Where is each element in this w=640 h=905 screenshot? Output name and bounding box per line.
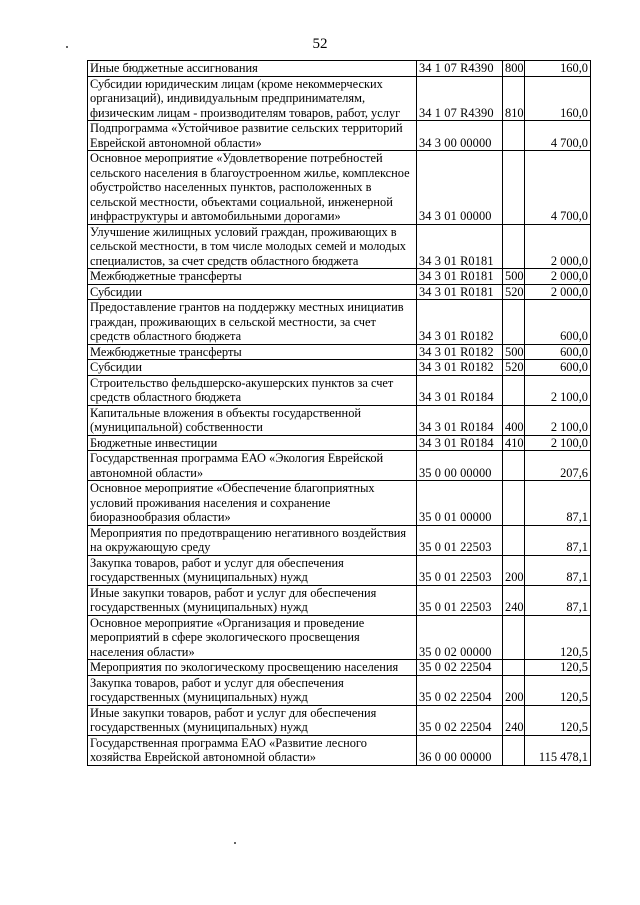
row-sum-cell: 2 100,0 bbox=[525, 375, 591, 405]
row-sum-cell: 120,5 bbox=[525, 615, 591, 660]
row-vr-cell bbox=[503, 375, 525, 405]
budget-table bbox=[87, 60, 591, 766]
table-row bbox=[88, 360, 591, 376]
row-vr-cell bbox=[503, 735, 525, 765]
row-sum-cell: 115 478,1 bbox=[525, 735, 591, 765]
row-code-cell: 34 1 07 R4390 bbox=[417, 76, 503, 121]
scan-speck bbox=[234, 842, 236, 844]
row-name-cell: Иные закупки товаров, работ и услуг для обеспечения государственных (муниципальных) нужд bbox=[88, 585, 417, 615]
table-row bbox=[88, 481, 591, 526]
row-vr-cell: 500 bbox=[503, 269, 525, 285]
row-name-cell: Подпрограмма «Устойчивое развитие сельских территорий Еврейской автономной области» bbox=[88, 121, 417, 151]
row-code-cell: 34 3 01 00000 bbox=[417, 151, 503, 225]
row-sum-cell: 160,0 bbox=[525, 76, 591, 121]
row-sum-cell: 2 000,0 bbox=[525, 284, 591, 300]
row-sum-cell: 2 100,0 bbox=[525, 435, 591, 451]
table-row bbox=[88, 525, 591, 555]
table-row bbox=[88, 76, 591, 121]
row-vr-cell bbox=[503, 121, 525, 151]
row-name-cell: Субсидии bbox=[88, 360, 417, 376]
row-vr-cell: 240 bbox=[503, 585, 525, 615]
row-name-cell: Государственная программа ЕАО «Развитие лесного хозяйства Еврейской автономной области» bbox=[88, 735, 417, 765]
row-name-cell: Иные закупки товаров, работ и услуг для обеспечения государственных (муниципальных) нужд bbox=[88, 705, 417, 735]
table-row bbox=[88, 675, 591, 705]
row-name-cell: Закупка товаров, работ и услуг для обеспечения государственных (муниципальных) нужд bbox=[88, 675, 417, 705]
row-code-cell: 35 0 01 22503 bbox=[417, 525, 503, 555]
row-sum-cell: 2 100,0 bbox=[525, 405, 591, 435]
row-name-cell: Межбюджетные трансферты bbox=[88, 269, 417, 285]
row-code-cell: 35 0 02 00000 bbox=[417, 615, 503, 660]
row-vr-cell bbox=[503, 615, 525, 660]
row-vr-cell: 240 bbox=[503, 705, 525, 735]
row-sum-cell: 207,6 bbox=[525, 451, 591, 481]
row-sum-cell: 600,0 bbox=[525, 344, 591, 360]
row-sum-cell: 600,0 bbox=[525, 300, 591, 345]
table-row bbox=[88, 269, 591, 285]
row-vr-cell: 520 bbox=[503, 360, 525, 376]
table-row bbox=[88, 375, 591, 405]
row-sum-cell: 120,5 bbox=[525, 660, 591, 676]
row-code-cell: 34 3 01 R0184 bbox=[417, 375, 503, 405]
page-number: 52 bbox=[312, 36, 328, 52]
table-row bbox=[88, 284, 591, 300]
table-row bbox=[88, 555, 591, 585]
row-vr-cell bbox=[503, 481, 525, 526]
row-code-cell: 34 1 07 R4390 bbox=[417, 61, 503, 77]
table-row bbox=[88, 705, 591, 735]
row-code-cell: 34 3 01 R0182 bbox=[417, 360, 503, 376]
row-vr-cell bbox=[503, 525, 525, 555]
row-code-cell: 35 0 02 22504 bbox=[417, 705, 503, 735]
row-sum-cell: 120,5 bbox=[525, 675, 591, 705]
row-name-cell: Мероприятия по предотвращению негативного воздействия на окружающую среду bbox=[88, 525, 417, 555]
row-sum-cell: 87,1 bbox=[525, 555, 591, 585]
row-sum-cell: 2 000,0 bbox=[525, 269, 591, 285]
row-name-cell: Мероприятия по экологическому просвещению населения bbox=[88, 660, 417, 676]
row-code-cell: 34 3 01 R0181 bbox=[417, 224, 503, 269]
table-row bbox=[88, 151, 591, 225]
row-vr-cell bbox=[503, 300, 525, 345]
row-vr-cell bbox=[503, 451, 525, 481]
row-name-cell: Государственная программа ЕАО «Экология Еврейской автономной области» bbox=[88, 451, 417, 481]
row-vr-cell bbox=[503, 151, 525, 225]
row-name-cell: Субсидии bbox=[88, 284, 417, 300]
row-vr-cell: 200 bbox=[503, 555, 525, 585]
table-row bbox=[88, 735, 591, 765]
row-vr-cell: 520 bbox=[503, 284, 525, 300]
row-name-cell: Основное мероприятие «Организация и проведение мероприятий в сфере экологического просвещения населения области» bbox=[88, 615, 417, 660]
row-name-cell: Предоставление грантов на поддержку местных инициатив граждан, проживающих в сельской местности, за счет средств областного бюджета bbox=[88, 300, 417, 345]
row-sum-cell: 87,1 bbox=[525, 481, 591, 526]
row-code-cell: 34 3 01 R0181 bbox=[417, 269, 503, 285]
row-vr-cell: 500 bbox=[503, 344, 525, 360]
row-name-cell: Бюджетные инвестиции bbox=[88, 435, 417, 451]
row-code-cell: 35 0 00 00000 bbox=[417, 451, 503, 481]
row-code-cell: 34 3 01 R0182 bbox=[417, 344, 503, 360]
row-sum-cell: 87,1 bbox=[525, 585, 591, 615]
row-name-cell: Капитальные вложения в объекты государственной (муниципальной) собственности bbox=[88, 405, 417, 435]
scan-speck bbox=[66, 46, 68, 48]
table-row bbox=[88, 121, 591, 151]
row-code-cell: 34 3 00 00000 bbox=[417, 121, 503, 151]
row-sum-cell: 160,0 bbox=[525, 61, 591, 77]
row-name-cell: Основное мероприятие «Удовлетворение потребностей сельского населения в благоустроенном жилье, комплексное обустройство населенных пунктов, расположенных в сельской местности, объектами социальной, инженерной инфраструктуры и автомобильными дорогами» bbox=[88, 151, 417, 225]
row-sum-cell: 120,5 bbox=[525, 705, 591, 735]
row-name-cell: Закупка товаров, работ и услуг для обеспечения государственных (муниципальных) нужд bbox=[88, 555, 417, 585]
row-code-cell: 34 3 01 R0182 bbox=[417, 300, 503, 345]
row-code-cell: 34 3 01 R0184 bbox=[417, 405, 503, 435]
row-vr-cell bbox=[503, 660, 525, 676]
row-vr-cell: 810 bbox=[503, 76, 525, 121]
table-row bbox=[88, 300, 591, 345]
row-code-cell: 35 0 01 22503 bbox=[417, 585, 503, 615]
table-row bbox=[88, 660, 591, 676]
row-name-cell: Основное мероприятие «Обеспечение благоприятных условий проживания населения и сохранение биоразнообразия области» bbox=[88, 481, 417, 526]
row-name-cell: Улучшение жилищных условий граждан, проживающих в сельской местности, в том числе молодых семей и молодых специалистов, за счет средств областного бюджета bbox=[88, 224, 417, 269]
row-sum-cell: 4 700,0 bbox=[525, 151, 591, 225]
table-row bbox=[88, 585, 591, 615]
table-row bbox=[88, 405, 591, 435]
table-row bbox=[88, 344, 591, 360]
row-name-cell: Иные бюджетные ассигнования bbox=[88, 61, 417, 77]
row-code-cell: 35 0 02 22504 bbox=[417, 660, 503, 676]
row-sum-cell: 4 700,0 bbox=[525, 121, 591, 151]
row-code-cell: 36 0 00 00000 bbox=[417, 735, 503, 765]
table-row bbox=[88, 451, 591, 481]
row-code-cell: 35 0 01 22503 bbox=[417, 555, 503, 585]
table-row bbox=[88, 224, 591, 269]
budget-table-body bbox=[88, 61, 591, 766]
row-sum-cell: 2 000,0 bbox=[525, 224, 591, 269]
row-name-cell: Субсидии юридическим лицам (кроме некоммерческих организаций), индивидуальным предпринимателям, физическим лицам - производителям товаров, работ, услуг bbox=[88, 76, 417, 121]
row-vr-cell: 200 bbox=[503, 675, 525, 705]
row-vr-cell bbox=[503, 224, 525, 269]
table-row bbox=[88, 435, 591, 451]
row-name-cell: Строительство фельдшерско-акушерских пунктов за счет средств областного бюджета bbox=[88, 375, 417, 405]
row-code-cell: 34 3 01 R0184 bbox=[417, 435, 503, 451]
table-row bbox=[88, 61, 591, 77]
row-name-cell: Межбюджетные трансферты bbox=[88, 344, 417, 360]
row-sum-cell: 87,1 bbox=[525, 525, 591, 555]
table-row bbox=[88, 615, 591, 660]
row-code-cell: 35 0 02 22504 bbox=[417, 675, 503, 705]
row-sum-cell: 600,0 bbox=[525, 360, 591, 376]
row-vr-cell: 400 bbox=[503, 405, 525, 435]
row-code-cell: 35 0 01 00000 bbox=[417, 481, 503, 526]
row-vr-cell: 800 bbox=[503, 61, 525, 77]
row-code-cell: 34 3 01 R0181 bbox=[417, 284, 503, 300]
row-vr-cell: 410 bbox=[503, 435, 525, 451]
